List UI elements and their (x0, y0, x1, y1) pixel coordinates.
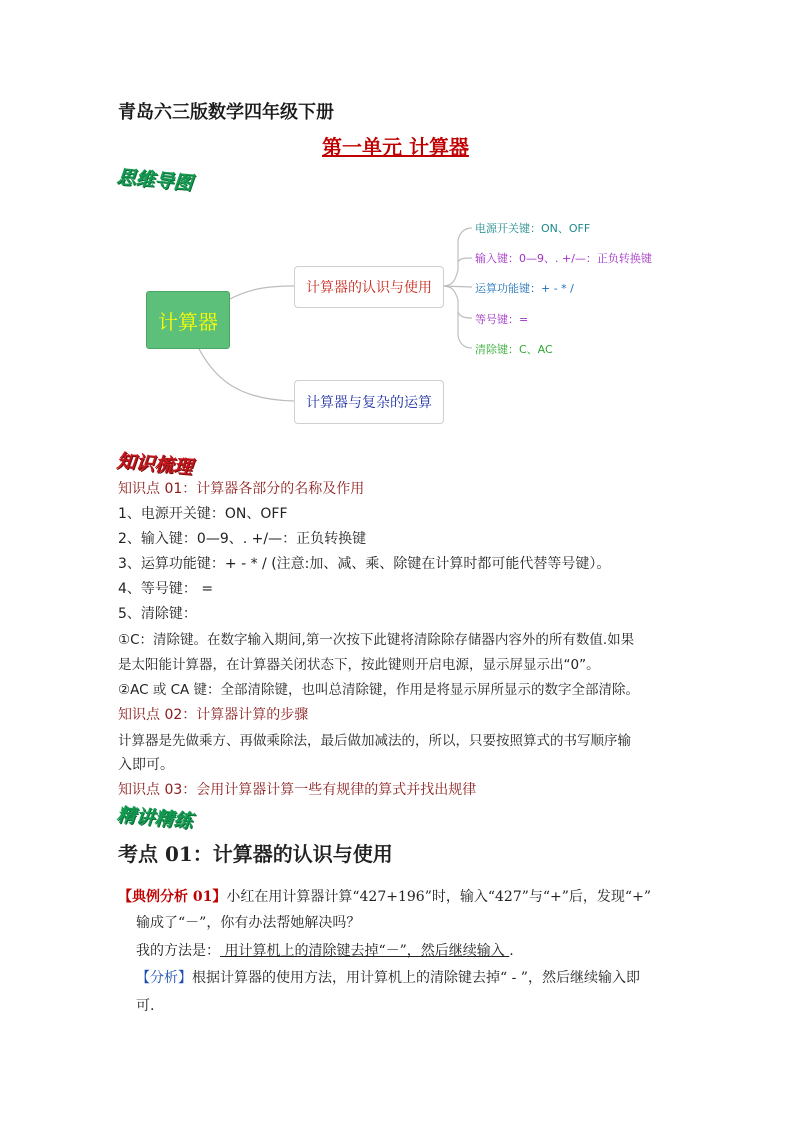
knowledge-point-01: 知识点 01：计算器各部分的名称及作用 (118, 481, 365, 497)
practice-heading: 精讲精练 (115, 803, 194, 833)
analysis-line-1 (136, 967, 640, 987)
kp2-line-1: 计算器是先做乘方、再做乘除法，最后做加减法的，所以，只要按照算式的书写顺序输 (118, 733, 631, 749)
knowledge-item-5: 5、清除键： (118, 606, 197, 622)
method-line (136, 940, 514, 960)
kaodian-title: 考点 01：计算器的认识与使用 (118, 842, 393, 866)
knowledge-item-4: 4、等号键： = (118, 581, 214, 597)
mind-map-connectors (0, 0, 794, 440)
analysis-tag: 【分析】 (136, 970, 192, 986)
method-end: . (509, 943, 514, 959)
mind-map-leaf-equals: 等号键：= (475, 313, 529, 326)
mind-map-leaf-operators: 运算功能键：+ - * / (475, 282, 574, 295)
knowledge-item-2: 2、输入键：0—9、. +/—：正负转换键 (118, 531, 367, 547)
ac-key-line: ②AC 或 CA 键：全部清除键，也叫总清除键，作用是将显示屏所显示的数字全部清除。 (118, 682, 640, 698)
knowledge-item-3: 3、运算功能键：+ - * / (注意:加、减、乘、除键在计算时都可能代替等号键）。 (118, 556, 611, 572)
knowledge-point-02: 知识点 02：计算器计算的步骤 (118, 707, 309, 723)
analysis-line-2: 可. (136, 998, 155, 1014)
mind-map-leaf-power: 电源开关键：ON、OFF (475, 222, 591, 235)
mind-map-leaf-clear: 清除键：C、AC (475, 343, 553, 356)
kp2-line-2: 入即可。 (118, 757, 174, 773)
mind-map-heading: 思维导图 (115, 165, 194, 195)
unit-title: 第一单元 计算器 (322, 135, 469, 159)
method-answer: 用计算机上的清除键去掉“－”，然后继续输入 (220, 943, 510, 959)
method-label: 我的方法是： (136, 943, 220, 959)
mind-map-leaf-input: 输入键：0—9、. +/—：正负转换键 (475, 252, 652, 265)
knowledge-item-1: 1、电源开关键：ON、OFF (118, 506, 288, 522)
mind-map-branch-usage: 计算器的认识与使用 (294, 266, 444, 308)
book-title: 青岛六三版数学四年级下册 (118, 102, 334, 123)
knowledge-heading: 知识梳理 (115, 449, 194, 479)
example-tag: 【典例分析 01】 (118, 889, 227, 905)
c-key-line-2: 是太阳能计算器，在计算器关闭状态下，按此键则开启电源，显示屏显示出“0”。 (118, 657, 600, 673)
example-text-1: 小红在用计算器计算“427+196”时，输入“427”与“+”后，发现“+” (226, 889, 651, 905)
example-line-1 (118, 886, 651, 906)
analysis-text-1: 根据计算器的使用方法，用计算机上的清除键去掉“ - ”，然后继续输入即 (192, 970, 640, 986)
mind-map-branch-complex: 计算器与复杂的运算 (294, 380, 444, 424)
mind-map-root: 计算器 (146, 291, 230, 349)
example-line-2: 输成了“－”，你有办法帮她解决吗？ (136, 915, 361, 931)
knowledge-point-03: 知识点 03：会用计算器计算一些有规律的算式并找出规律 (118, 782, 477, 798)
c-key-line-1: ①C：清除键。在数字输入期间,第一次按下此键将清除除存储器内容外的所有数值.如果 (118, 632, 635, 648)
